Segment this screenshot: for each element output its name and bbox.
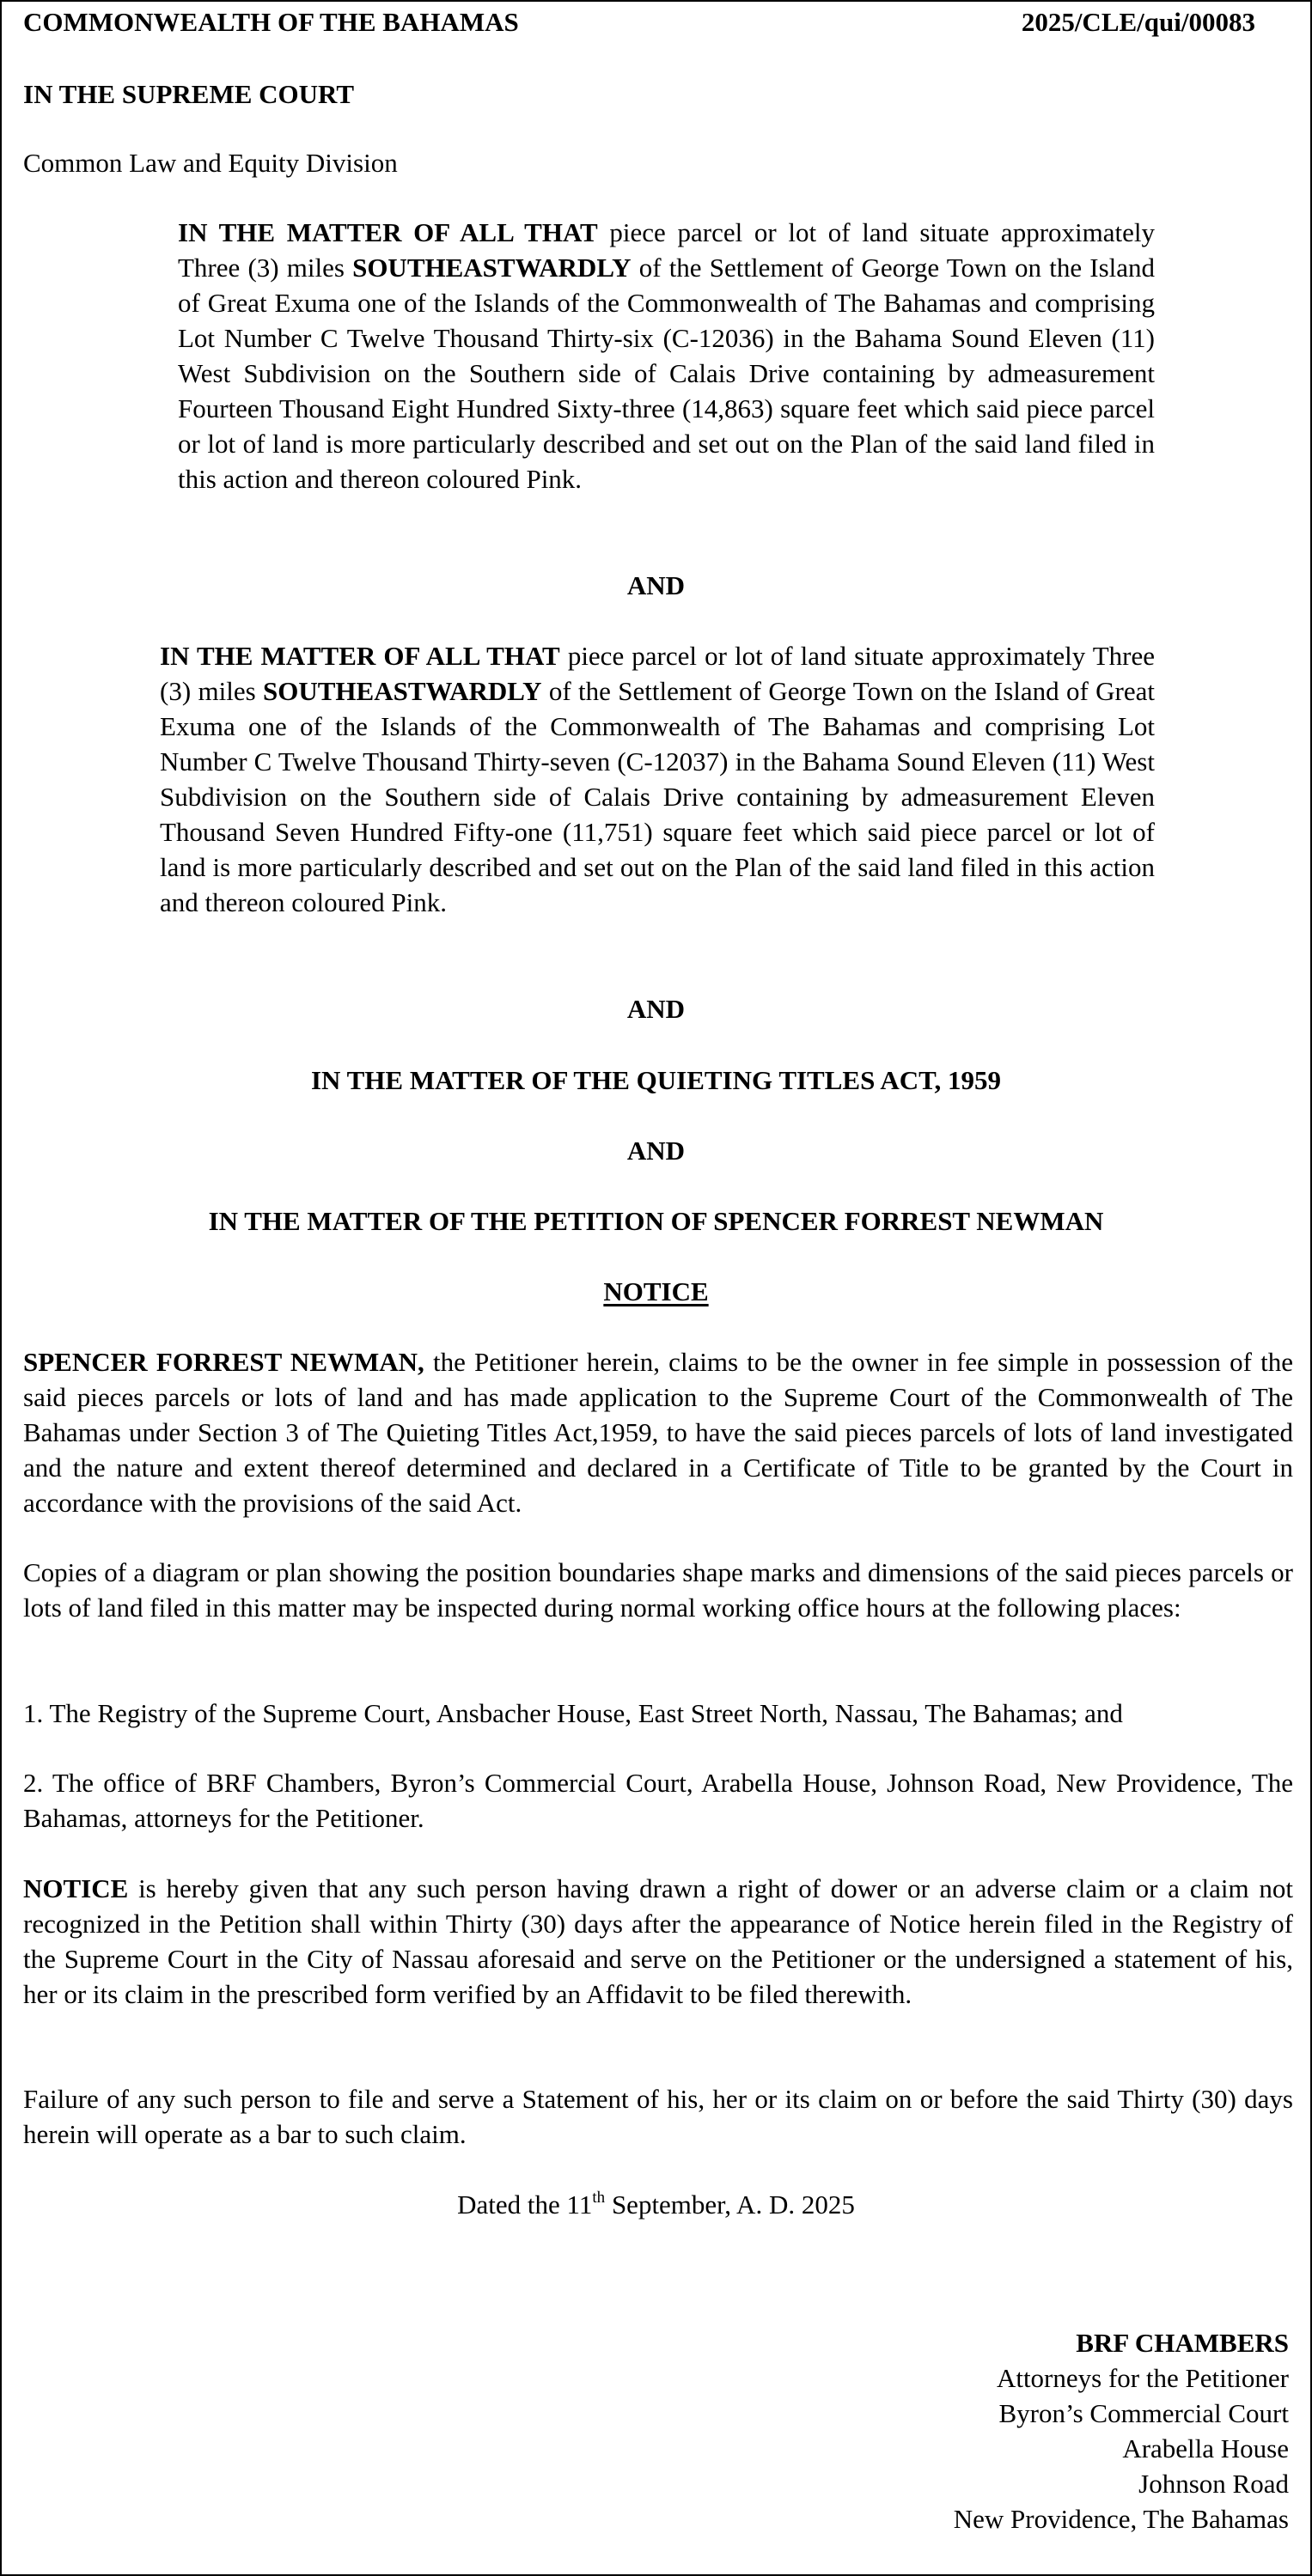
act-matter-heading: IN THE MATTER OF THE QUIETING TITLES ACT, 1959 (310, 1065, 1002, 1095)
paragraph-text: the Petitioner herein, claims to be the owner in fee simple in possession of the said pieces parcels or lots of land and has made application to the Supreme Court of the Commonwealth of The Bahamas under Section 3 of The Quieting Titles Act,1959, to have the said pieces parcels of lots of land investigated and the nature and extent thereof determined and declared in a Certificate of Title to be granted by the Court in accordance with the provisions of the said Act. (23, 1347, 1293, 1518)
jurisdiction-heading: COMMONWEALTH OF THE BAHAMAS (23, 7, 519, 37)
dated-line (2, 2188, 1310, 2222)
failure-paragraph: Failure of any such person to file and serve a Statement of his, her or its claim on or before the said Thirty (30) days herein will operate as a bar to such claim. (23, 2084, 1293, 2149)
notice-title: NOTICE (603, 1276, 709, 1306)
dated-prefix: Dated the 11 (457, 2189, 593, 2220)
matter-text: of the Settlement of George Town on the Island of Great Exuma one of the Islands of the Commonwealth of The Bahamas and comprising Lot Number C Twelve Thousand Thirty-seven (C-12037) in the Bahama Sound Eleven (11) West Subdivision on the Southern side of Calais Drive containing by admeasurement Eleven Thousand Seven Hundred Fifty-one (11,751) square feet which said piece parcel or lot of land is more particularly described and set out on the Plan of the said land filed in this action and thereon coloured Pink. (160, 676, 1155, 917)
petitioner-name: SPENCER FORREST NEWMAN, (23, 1347, 424, 1377)
petition-claim-paragraph (23, 1344, 1293, 1520)
address-line: New Providence, The Bahamas (953, 2504, 1289, 2534)
and-connector: AND (626, 1136, 686, 1166)
dated-suffix: September, A. D. 2025 (605, 2189, 855, 2220)
case-number: 2025/CLE/qui/00083 (1021, 7, 1255, 37)
matter-lead: IN THE MATTER OF ALL THAT (160, 641, 560, 671)
inspection-place-item: 2. The office of BRF Chambers, Byron’s Commercial Court, Arabella House, Johnson Road, New Providence, The Bahamas, attorneys for the Petitioner. (23, 1768, 1293, 1833)
firm-name: BRF CHAMBERS (1076, 2328, 1289, 2358)
address-line: Johnson Road (1138, 2469, 1289, 2499)
court-name: IN THE SUPREME COURT (23, 79, 355, 109)
matter-text: piece parcel or lot of land situate approximately Three (3) miles (160, 641, 1155, 706)
court-division: Common Law and Equity Division (23, 148, 398, 178)
land-matter-paragraph (160, 638, 1155, 920)
firm-role: Attorneys for the Petitioner (996, 2363, 1289, 2393)
and-connector: AND (626, 994, 686, 1024)
notice-lead: NOTICE (23, 1873, 129, 1903)
paragraph-text: is hereby given that any such person having drawn a right of dower or an adverse claim or a claim not recognized in the Petition shall within Thirty (30) days after the appearance of Notice herein filed in the Registry of the Supreme Court in the City of Nassau aforesaid and serve on the Petitioner or the undersigned a statement of his, her or its claim in the prescribed form verified by an Affidavit to be filed therewith. (23, 1873, 1293, 2009)
signature-block (954, 2325, 1289, 2536)
notice-title-row (2, 1275, 1310, 1309)
matter-direction: SOUTHEASTWARDLY (263, 676, 542, 706)
address-line: Arabella House (1122, 2433, 1289, 2463)
inspection-place-item: 1. The Registry of the Supreme Court, Ansbacher House, East Street North, Nassau, The Bahamas; and (23, 1698, 1123, 1728)
petition-matter-heading: IN THE MATTER OF THE PETITION OF SPENCER FORREST NEWMAN (208, 1206, 1104, 1236)
matter-direction: SOUTHEASTWARDLY (352, 253, 632, 283)
and-connector: AND (626, 570, 686, 600)
land-matter-paragraph (178, 215, 1155, 496)
matter-text: of the Settlement of George Town on the Island of Great Exuma one of the Islands of the Commonwealth of The Bahamas and comprising Lot Number C Twelve Thousand Thirty-six (C-12036) in the Bahama Sound Eleven (11) West Subdivision on the Southern side of Calais Drive containing by admeasurement Fourteen Thousand Eight Hundred Sixty-three (14,863) square feet which said piece parcel or lot of land is more particularly described and set out on the Plan of the said land filed in this action and thereon coloured Pink. (178, 253, 1155, 494)
matter-text: piece parcel or lot of land situate approximately Three (3) miles (178, 217, 1155, 283)
address-line: Byron’s Commercial Court (998, 2398, 1289, 2428)
adverse-claim-paragraph (23, 1871, 1293, 2012)
matter-lead: IN THE MATTER OF ALL THAT (178, 217, 598, 247)
inspection-paragraph: Copies of a diagram or plan showing the position boundaries shape marks and dimensions of the said pieces parcels or lots of land filed in this matter may be inspected during normal working office hours at the following places: (23, 1557, 1293, 1623)
dated-ordinal: th (592, 2189, 606, 2207)
